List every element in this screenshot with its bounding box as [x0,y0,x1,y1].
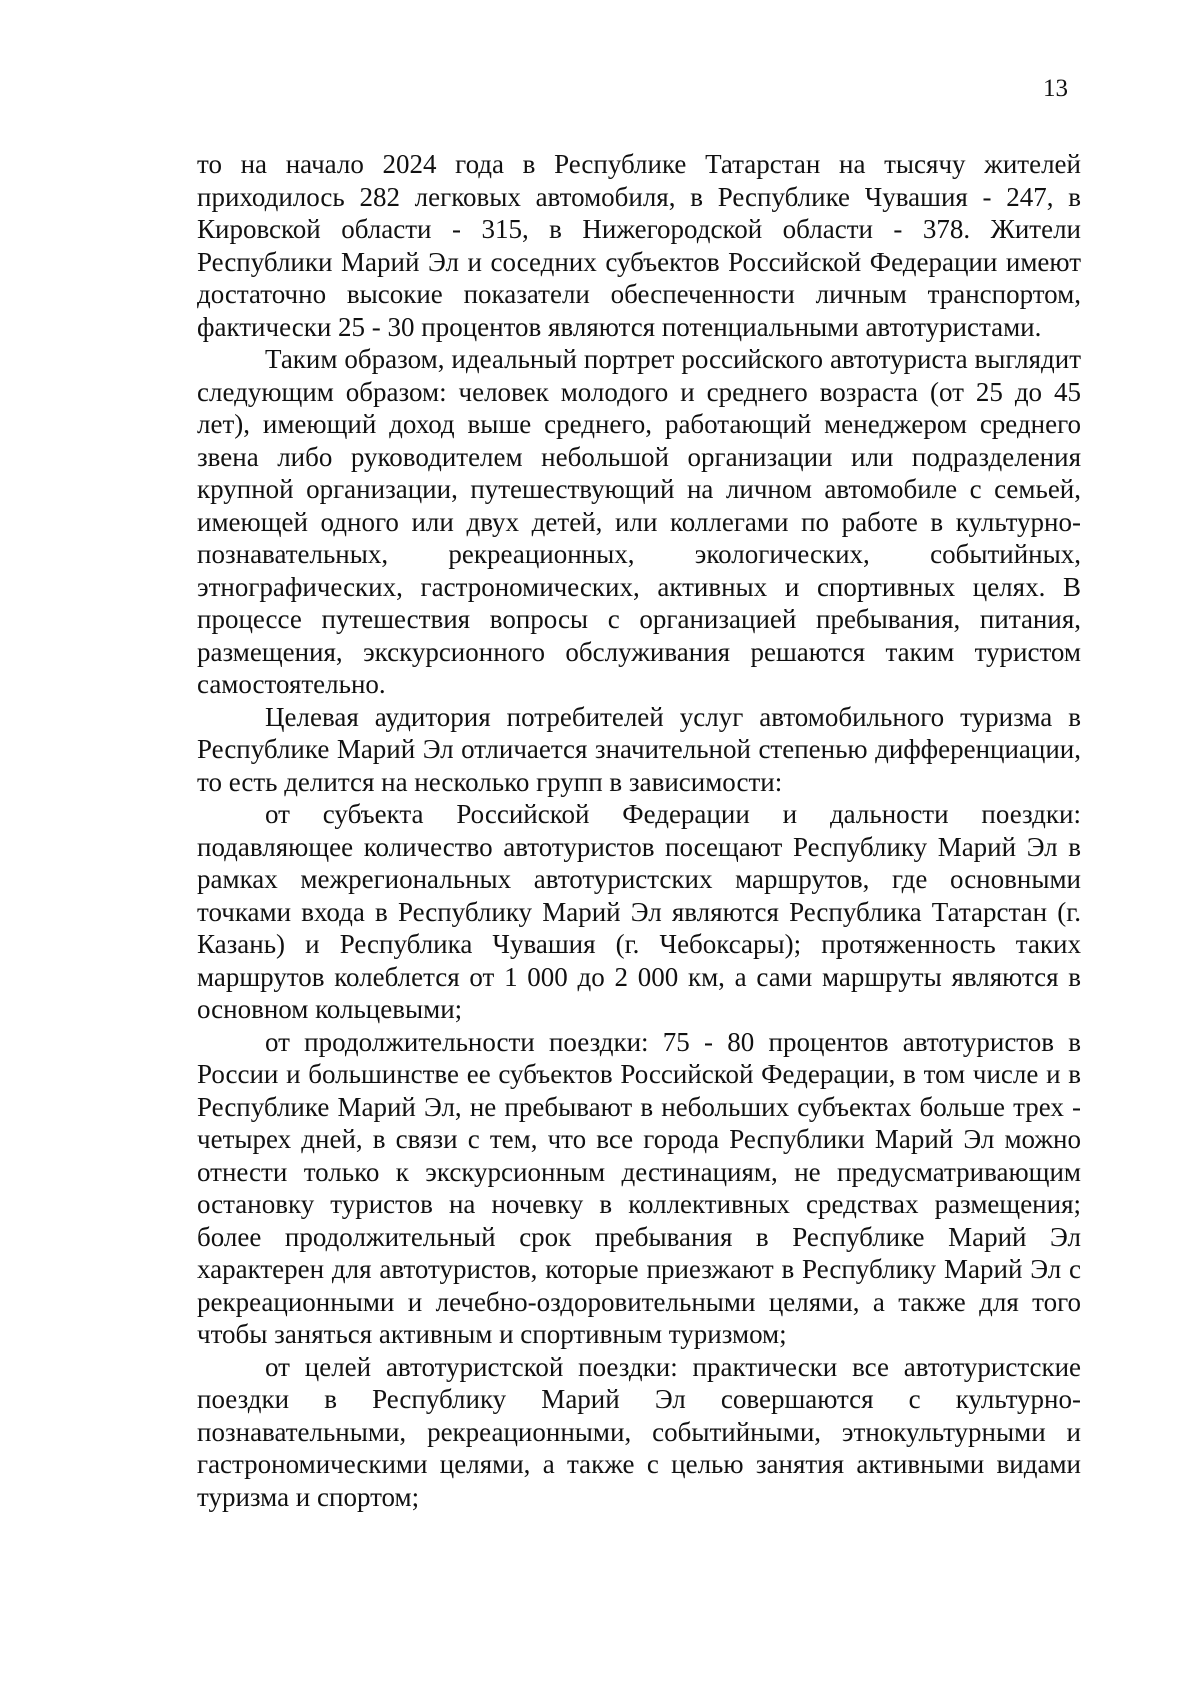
paragraph-autotourist-portrait: Таким образом, идеальный портрет российского автотуриста выглядит следующим образом: человек молодого и среднего возраста (от 25 до 45 лет), имеющий доход выше среднего, работающий менеджером среднего звена либо руководителем небольшой организации или подразделения крупной организации, путешествующий на личном автомобиле с семьей, имеющей одного или двух детей, или коллегами по работе в культурно-познавательных, рекреационных, экологических, событийных, этнографических, гастрономических, активных и спортивных целях. В процессе путешествия вопросы с организацией пребывания, питания, размещения, экскурсионного обслуживания решаются таким туристом самостоятельно. [197,344,1081,699]
paragraph-car-ownership: то на начало 2024 года в Республике Татарстан на тысячу жителей приходилось 282 легковых автомобиля, в Республике Чувашия - 247, в Кировской области - 315, в Нижегородской области - 378. Жители Республики Марий Эл и соседних субъектов Российской Федерации имеют достаточно высокие показатели обеспеченности личным транспортом, фактически 25 - 30 процентов являются потенциальными автотуристами. [197,149,1081,342]
paragraph-target-audience: Целевая аудитория потребителей услуг автомобильного туризма в Республике Марий Эл отличается значительной степенью дифференциации, то есть делится на несколько групп в зависимости: [197,701,1081,797]
paragraph-by-region-distance: от субъекта Российской Федерации и дальности поездки: подавляющее количество автотуристов посещают Республику Марий Эл в рамках межрегиональных автотуристских маршрутов, где основными точками входа в Республику Марий Эл являются Республика Татарстан (г. Казань) и Республика Чувашия (г. Чебоксары); протяженность таких маршрутов колеблется от 1 000 до 2 000 км, а сами маршруты являются в основном кольцевыми; [197,799,1081,1024]
document-body [197,148,1081,1513]
page-number: 13 [1043,75,1068,102]
paragraph-by-trip-purpose: от целей автотуристской поездки: практически все автотуристские поездки в Республику Марий Эл совершаются с культурно-познавательными, рекреационными, событийными, этнокультурными и гастрономическими целями, а также с целью занятия активными видами туризма и спортом; [197,1351,1081,1512]
paragraph-by-trip-duration: от продолжительности поездки: 75 - 80 процентов автотуристов в России и большинстве ее субъектов Российской Федерации, в том числе и в Республике Марий Эл, не пребывают в небольших субъектах больше трех - четырех дней, в связи с тем, что все города Республики Марий Эл можно отнести только к экскурсионным дестинациям, не предусматривающим остановку туристов на ночевку в коллективных средствах размещения; более продолжительный срок пребывания в Республике Марий Эл характерен для автотуристов, которые приезжают в Республику Марий Эл с рекреационными и лечебно-оздоровительными целями, а также для того чтобы заняться активным и спортивным туризмом; [197,1026,1081,1349]
